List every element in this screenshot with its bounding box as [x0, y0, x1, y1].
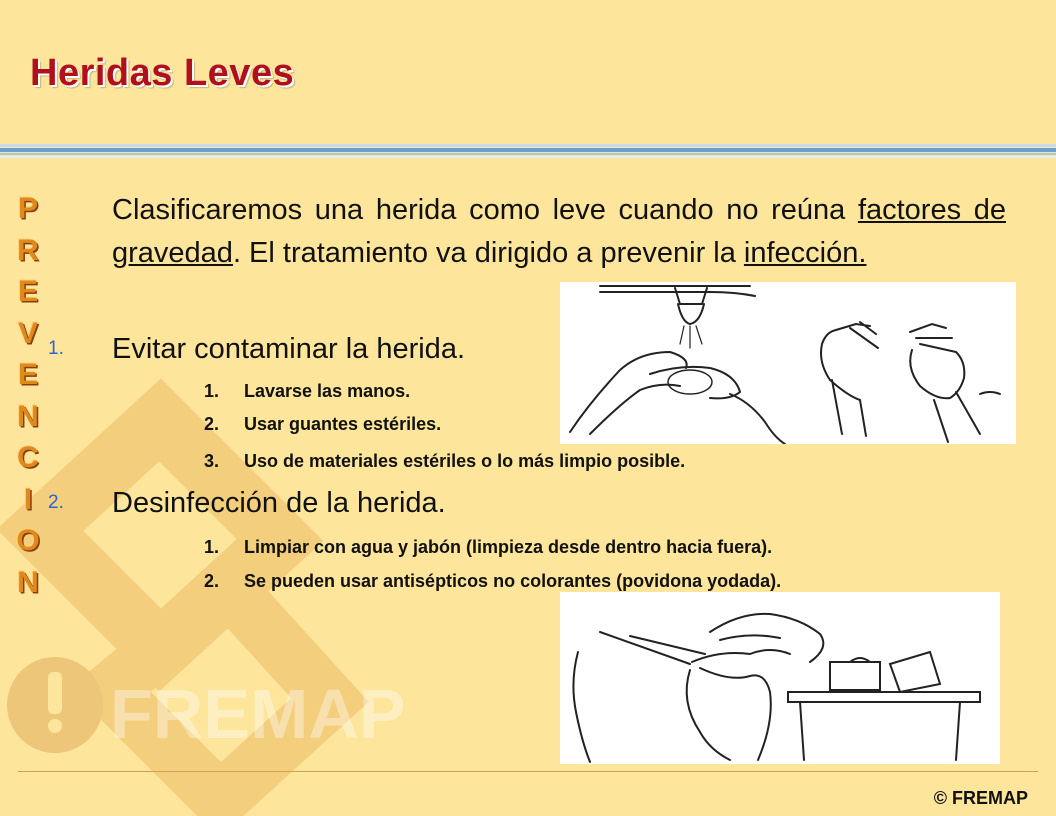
prevencion-vertical-label — [8, 188, 48, 603]
vertical-letter: C — [17, 441, 39, 474]
sub-list-item-number: 1. — [204, 381, 220, 401]
sub-list-item-label: Se pueden usar antisépticos no colorantes (povidona yodada). — [244, 571, 782, 591]
list-item-label: Evitar contaminar la herida. — [112, 332, 465, 365]
vertical-letter: V — [17, 316, 38, 350]
sub-list-item-label: Uso de materiales estériles o lo más limpio posible. — [244, 451, 686, 471]
sub-list-item — [204, 451, 685, 472]
sub-list-item-number: 1. — [204, 537, 220, 557]
watermark-text: FREMAP — [110, 675, 406, 753]
sub-list-item — [204, 571, 781, 592]
slide-title: Heridas Leves — [30, 52, 295, 94]
vertical-letter: N — [17, 399, 39, 433]
vertical-letter: R — [17, 233, 39, 267]
list-item-number: 1. — [48, 338, 64, 360]
infection-link[interactable]: infección. — [743, 237, 867, 269]
sub-list-item-label: Usar guantes estériles. — [244, 414, 442, 434]
vertical-letter: I — [23, 482, 33, 516]
wound-cleaning-illustration — [560, 592, 1000, 764]
intro-text: . El tratamiento va dirigido a prevenir la — [232, 237, 744, 269]
copyright: © FREMAP — [933, 788, 1028, 808]
handwashing-drawing — [560, 282, 1016, 444]
sub-list-item-number: 2. — [204, 414, 220, 434]
vertical-letter: E — [17, 275, 38, 308]
list-item — [48, 332, 465, 366]
list-item-number: 2. — [48, 492, 64, 514]
list-item — [48, 486, 446, 520]
sub-list-item-label: Limpiar con agua y jabón (limpieza desde dentro hacia fuera). — [244, 537, 773, 557]
sub-list-item-number: 3. — [204, 451, 220, 471]
intro-text: Clasificaremos una herida como leve cuando no reúna — [112, 194, 858, 226]
sub-list-item-label: Lavarse las manos. — [244, 381, 411, 401]
vertical-letter: N — [17, 565, 39, 599]
handwashing-illustration — [560, 282, 1016, 444]
sub-list-item — [204, 414, 441, 435]
wound-cleaning-drawing — [560, 592, 1000, 764]
sub-list-item-number: 2. — [204, 571, 220, 591]
sub-list-item — [204, 381, 410, 402]
footer-divider — [18, 771, 1038, 772]
sub-list-item — [204, 537, 772, 558]
vertical-letter: E — [17, 358, 38, 391]
vertical-letter: O — [16, 524, 40, 557]
intro-paragraph — [112, 189, 1006, 275]
list-item-label: Desinfección de la herida. — [112, 486, 446, 519]
gravity-factors-link[interactable]: factores de gravedad — [112, 194, 1006, 269]
vertical-letter: P — [17, 192, 38, 225]
header-divider — [0, 140, 1056, 162]
